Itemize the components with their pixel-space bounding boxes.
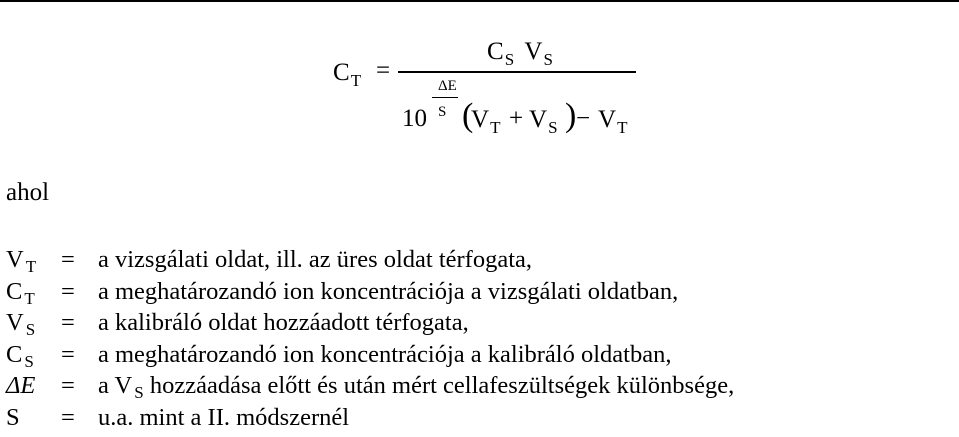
definition-text: a V $_S$ hozzáadása előtt és után mért cellafeszültségek különbsége, <box>98 372 735 402</box>
num-v-sub: S <box>543 50 553 69</box>
definition-text: a meghatározandó ion koncentrációja a vizsgálati oldatban, <box>98 277 679 305</box>
denom-vt2 <box>598 106 628 137</box>
denom-vt <box>471 106 501 137</box>
left-paren: ( <box>462 97 474 134</box>
exponent-numerator: ΔE <box>438 78 457 94</box>
num-v: V <box>524 38 543 65</box>
definition-symbol: C $_T$ <box>6 277 35 308</box>
definition-equals: = <box>61 403 75 431</box>
exponent-fraction-bar <box>432 97 458 98</box>
definition-symbol: C $_S$ <box>6 340 34 371</box>
lhs-subscript: T <box>350 71 362 90</box>
definition-equals: = <box>61 372 75 399</box>
denom-plus: + <box>509 105 524 132</box>
definition-symbol: V $_T$ <box>6 246 37 276</box>
vt2-sub: T <box>617 118 628 137</box>
definition-symbol: ΔE <box>6 372 36 399</box>
num-c: C <box>487 38 504 65</box>
definition-equals: = <box>61 246 75 273</box>
definition-text: a kalibráló oldat hozzáadott térfogata, <box>98 309 469 336</box>
definition-text: u.a. mint a II. módszernél <box>98 403 350 431</box>
definition-text: a vizsgálati oldat, ill. az üres oldat térfogata, <box>98 246 533 273</box>
denom-vs <box>529 106 558 137</box>
definition-symbol: S <box>6 403 20 431</box>
vt2: V <box>598 106 617 133</box>
definition-equals: = <box>61 277 75 305</box>
formula-lhs <box>333 59 362 90</box>
num-c-sub: S <box>504 50 515 69</box>
main-fraction-bar <box>398 71 636 73</box>
vs-sub: S <box>548 118 558 137</box>
top-border-line <box>0 0 959 2</box>
definition-equals: = <box>61 340 75 368</box>
formula-numerator <box>487 38 553 69</box>
definition-equals: = <box>61 309 75 336</box>
definition-symbol: V $_S$ <box>6 309 36 339</box>
formula-equals: = <box>376 57 391 84</box>
vs: V <box>529 106 548 133</box>
lhs-symbol: C <box>333 59 350 86</box>
vt1-sub: T <box>490 118 501 137</box>
vt1: V <box>471 106 490 133</box>
denom-base: 10 <box>402 105 427 132</box>
right-paren: ) <box>565 97 577 134</box>
definition-text: a meghatározandó ion koncentrációja a kalibráló oldatban, <box>98 340 672 368</box>
ahol-label: ahol <box>6 179 50 206</box>
denom-minus: − <box>576 105 591 132</box>
exponent-denominator: S <box>438 104 447 120</box>
